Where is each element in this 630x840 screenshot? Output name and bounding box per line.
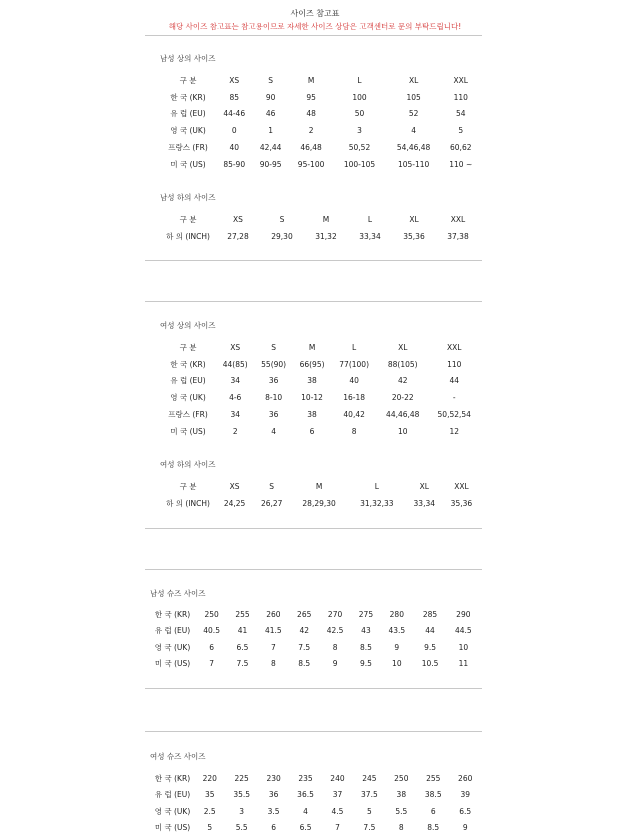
row-label: 구 분 [179, 75, 197, 85]
table-cell: 44 [425, 626, 435, 636]
table-cell: 8.5 [427, 823, 440, 833]
table-row [160, 228, 480, 245]
divider [145, 569, 482, 570]
table-cell: 275 [358, 609, 374, 619]
table-cell: M [308, 342, 316, 352]
table-cell: 240 [330, 773, 345, 783]
table-row [150, 606, 480, 623]
row-label: 유 럽 (EU) [170, 376, 206, 386]
table-cell: 9.5 [359, 659, 372, 669]
table-cell: L [357, 75, 362, 85]
table-cell: 10 [458, 642, 469, 652]
table-cell: 7 [209, 659, 214, 669]
row-label: 구 분 [179, 214, 197, 224]
table-cell: 90 [265, 92, 276, 102]
table-cell: XS [229, 481, 240, 491]
row-label: 미 국 (US) [170, 426, 206, 436]
table-cell: 33,34 [359, 231, 381, 241]
table-cell: 8 [398, 823, 404, 833]
table-cell: 50,52 [348, 143, 371, 153]
table-cell: XXL [447, 342, 462, 352]
table-cell: XXL [450, 214, 466, 224]
table-cell: 44(85) [222, 359, 248, 369]
table-cell: 24,25 [223, 498, 246, 508]
table-cell: 7 [270, 642, 276, 652]
table-cell: 105 [406, 92, 421, 102]
table-cell: 28,29,30 [302, 498, 336, 508]
table-row [160, 406, 480, 423]
men-top-title: 남성 상의 사이즈 [160, 54, 216, 63]
table-cell: 255 [426, 773, 441, 783]
table-cell: XL [398, 342, 408, 352]
table-cell: 6 [209, 642, 214, 652]
women-top-title: 여성 상의 사이즈 [160, 321, 216, 330]
table-cell: 85-90 [223, 159, 246, 169]
table-cell: 8.5 [298, 659, 311, 669]
table-cell: XS [233, 214, 243, 224]
table-cell: 5 [367, 806, 372, 816]
table-cell: 54 [455, 109, 466, 119]
table-cell: 38 [307, 410, 317, 420]
row-label: 하 의 (INCH) [166, 231, 210, 241]
table-row [160, 106, 480, 123]
table-row [150, 787, 480, 804]
table-cell: 85 [229, 92, 239, 102]
table-cell: 265 [297, 609, 312, 619]
row-label: 구 분 [179, 481, 197, 491]
table-cell: 9 [462, 823, 468, 833]
table-cell: 7.5 [363, 823, 376, 833]
table-cell: 35 [204, 790, 215, 800]
table-cell: - [452, 393, 456, 403]
table-cell: 35,36 [450, 498, 473, 508]
table-cell: 40 [229, 143, 239, 153]
table-cell: 280 [389, 609, 404, 619]
row-label: 유 럽 (EU) [154, 790, 191, 800]
divider [145, 731, 482, 732]
table-cell: 37,38 [447, 231, 469, 241]
table-cell: 8 [332, 642, 338, 652]
table-cell: XS [230, 342, 241, 352]
table-cell: 42.5 [326, 626, 344, 636]
divider [145, 528, 482, 529]
table-cell: 31,32 [315, 231, 337, 241]
row-label: 영 국 (UK) [154, 642, 191, 652]
table-cell: 100 [352, 92, 367, 102]
table-cell: 7.5 [236, 659, 249, 669]
table-cell: 6.5 [459, 806, 472, 816]
table-cell: 55(90) [261, 359, 287, 369]
row-label: 하 의 (INCH) [166, 498, 210, 508]
table-cell: 38.5 [424, 790, 442, 800]
notice-text: 해당 사이즈 참고표는 참고용이므로 자세한 사이즈 상담은 고객센터로 문의 부탁드립니다! [168, 22, 462, 31]
table-cell: 8.5 [359, 642, 372, 652]
table-cell: 270 [327, 609, 343, 619]
row-label: 영 국 (UK) [154, 806, 191, 816]
row-label: 프랑스 (FR) [168, 410, 208, 420]
divider [145, 35, 482, 36]
row-label: 미 국 (US) [170, 159, 206, 169]
women-shoes-title: 여성 슈즈 사이즈 [150, 752, 206, 761]
table-row [160, 495, 480, 512]
table-cell: 50 [354, 109, 365, 119]
table-header-row [160, 211, 480, 228]
table-cell: 9 [394, 642, 400, 652]
table-cell: 34 [230, 376, 240, 386]
table-cell: 5.5 [395, 806, 408, 816]
men-shoes-title: 남성 슈즈 사이즈 [150, 589, 206, 598]
row-label: 영 국 (UK) [170, 126, 206, 136]
table-row [150, 623, 480, 640]
table-cell: 42 [397, 376, 408, 386]
table-row [160, 139, 480, 156]
table-cell: 36 [268, 790, 279, 800]
table-cell: 36 [268, 376, 279, 386]
row-label: 한 국 (KR) [154, 773, 191, 783]
table-cell: 11 [458, 659, 469, 669]
table-cell: 46,48 [300, 143, 322, 153]
table-row [160, 423, 480, 440]
table-cell: S [268, 75, 274, 85]
table-cell: 110 [447, 359, 462, 369]
table-row [160, 89, 480, 106]
table-cell: S [279, 214, 285, 224]
table-cell: 41 [237, 626, 248, 636]
table-row [160, 389, 480, 406]
table-cell: 100-105 [343, 159, 376, 169]
table-cell: 3 [239, 806, 245, 816]
table-cell: 40.5 [203, 626, 220, 636]
table-cell: 2 [232, 426, 238, 436]
table-cell: 105-110 [397, 159, 430, 169]
table-cell: 6 [309, 426, 315, 436]
women-bottom-table [160, 478, 480, 512]
table-cell: 250 [394, 773, 409, 783]
table-cell: XXL [453, 75, 468, 85]
table-cell: 38 [396, 790, 407, 800]
table-cell: 29,30 [271, 231, 293, 241]
table-cell: 16-18 [343, 393, 366, 403]
table-cell: 6.5 [236, 642, 249, 652]
table-cell: 0 [231, 126, 237, 136]
page-title: 사이즈 참고표 [290, 9, 340, 18]
table-cell: XL [409, 214, 419, 224]
table-cell: 4.5 [331, 806, 344, 816]
row-label: 영 국 (UK) [170, 393, 206, 403]
table-cell: 110 ~ [449, 159, 473, 169]
table-cell: 10 [397, 426, 408, 436]
table-cell: 44 [449, 376, 460, 386]
men-bottom-title: 남성 하의 사이즈 [160, 193, 216, 202]
table-cell: 225 [234, 773, 249, 783]
table-cell: 110 [453, 92, 468, 102]
table-cell: 34 [230, 410, 240, 420]
table-cell: 5.5 [235, 823, 248, 833]
table-cell: 10.5 [421, 659, 439, 669]
table-cell: 4 [271, 426, 277, 436]
table-row [150, 656, 480, 673]
table-row [150, 820, 480, 837]
table-cell: 40,42 [343, 410, 365, 420]
table-cell: 9.5 [424, 642, 437, 652]
men-bottom-table [160, 211, 480, 245]
table-row [160, 122, 480, 139]
table-cell: L [374, 481, 379, 491]
table-cell: 60,62 [450, 143, 472, 153]
row-label: 미 국 (US) [154, 823, 191, 833]
table-cell: 95 [306, 92, 316, 102]
women-shoes-table [150, 770, 480, 836]
row-label: 프랑스 (FR) [168, 143, 208, 153]
table-cell: 260 [266, 609, 281, 619]
table-cell: XL [408, 75, 419, 85]
row-label: 미 국 (US) [154, 659, 191, 669]
divider [145, 688, 482, 689]
table-cell: 88(105) [387, 359, 418, 369]
table-cell: S [269, 481, 275, 491]
table-cell: 6 [271, 823, 276, 833]
table-cell: 220 [202, 773, 217, 783]
table-cell: 9 [332, 659, 338, 669]
table-cell: 35,36 [403, 231, 425, 241]
table-row [160, 356, 480, 373]
table-cell: 285 [422, 609, 438, 619]
table-row [160, 156, 480, 173]
table-cell: 39 [460, 790, 470, 800]
table-cell: M [322, 214, 330, 224]
table-cell: 6 [430, 806, 436, 816]
table-cell: 2.5 [203, 806, 216, 816]
table-cell: M [307, 75, 315, 85]
table-cell: 50,52,54 [437, 410, 471, 420]
table-cell: 44.5 [454, 626, 472, 636]
men-top-table [160, 72, 480, 173]
table-cell: 5 [458, 126, 464, 136]
table-cell: 290 [456, 609, 471, 619]
table-cell: 3.5 [267, 806, 280, 816]
table-cell: 10-12 [301, 393, 323, 403]
table-cell: 12 [449, 426, 460, 436]
table-cell: XXL [454, 481, 469, 491]
table-cell: 44-46 [223, 109, 246, 119]
table-cell: 260 [458, 773, 473, 783]
table-cell: 10 [392, 659, 402, 669]
table-cell: 245 [362, 773, 377, 783]
divider [145, 301, 482, 302]
table-row [150, 639, 480, 656]
table-cell: 230 [266, 773, 281, 783]
table-cell: 8 [351, 426, 357, 436]
table-header-row [160, 72, 480, 89]
table-cell: 36.5 [297, 790, 314, 800]
table-cell: 38 [307, 376, 317, 386]
table-cell: 7.5 [298, 642, 311, 652]
table-cell: 250 [204, 609, 219, 619]
table-cell: 41.5 [265, 626, 282, 636]
table-cell: 4 [411, 126, 416, 136]
table-cell: M [315, 481, 323, 491]
women-top-table [160, 339, 480, 440]
table-cell: 33,34 [413, 498, 436, 508]
table-cell: 43 [361, 626, 371, 636]
table-cell: L [367, 214, 373, 224]
table-cell: 235 [298, 773, 313, 783]
table-cell: XL [419, 481, 429, 491]
row-label: 한 국 (KR) [170, 359, 206, 369]
divider [145, 260, 482, 261]
table-cell: 26,27 [260, 498, 283, 508]
table-cell: 3 [357, 126, 362, 136]
table-cell: 42,44 [259, 143, 282, 153]
table-cell: 2 [308, 126, 314, 136]
women-bottom-title: 여성 하의 사이즈 [160, 460, 216, 469]
table-cell: 66(95) [299, 359, 325, 369]
table-cell: 42 [299, 626, 309, 636]
table-cell: 37.5 [361, 790, 378, 800]
row-label: 한 국 (KR) [170, 92, 206, 102]
table-cell: 31,32,33 [360, 498, 394, 508]
table-cell: 54,46,48 [396, 143, 431, 153]
table-cell: 37 [332, 790, 343, 800]
table-header-row [160, 339, 480, 356]
table-cell: 4-6 [229, 393, 242, 403]
table-cell: 27,28 [227, 231, 249, 241]
table-cell: 35.5 [233, 790, 251, 800]
table-cell: 46 [265, 109, 276, 119]
table-cell: 52 [408, 109, 419, 119]
table-cell: 77(100) [339, 359, 369, 369]
table-cell: 43.5 [388, 626, 406, 636]
table-cell: 255 [235, 609, 250, 619]
table-cell: 7 [335, 823, 340, 833]
row-label: 구 분 [179, 342, 197, 352]
row-label: 유 럽 (EU) [170, 109, 206, 119]
table-row [150, 803, 480, 820]
table-cell: 1 [268, 126, 274, 136]
table-cell: 95-100 [297, 159, 325, 169]
table-cell: 48 [306, 109, 316, 119]
table-cell: 5 [207, 823, 213, 833]
table-cell: 4 [303, 806, 308, 816]
table-cell: 8-10 [265, 393, 283, 403]
table-cell: 90-95 [259, 159, 282, 169]
table-cell: 20-22 [391, 393, 414, 403]
table-row [160, 373, 480, 390]
table-cell: XS [229, 75, 240, 85]
table-cell: S [271, 342, 277, 352]
table-cell: 36 [268, 410, 279, 420]
row-label: 한 국 (KR) [154, 609, 191, 619]
table-cell: 44,46,48 [386, 410, 420, 420]
table-cell: 6.5 [299, 823, 312, 833]
table-cell: L [352, 342, 357, 352]
table-header-row [160, 478, 480, 495]
men-shoes-table [150, 606, 480, 672]
table-row [150, 770, 480, 787]
row-label: 유 럽 (EU) [154, 626, 191, 636]
table-cell: 40 [349, 376, 359, 386]
table-cell: 8 [270, 659, 276, 669]
